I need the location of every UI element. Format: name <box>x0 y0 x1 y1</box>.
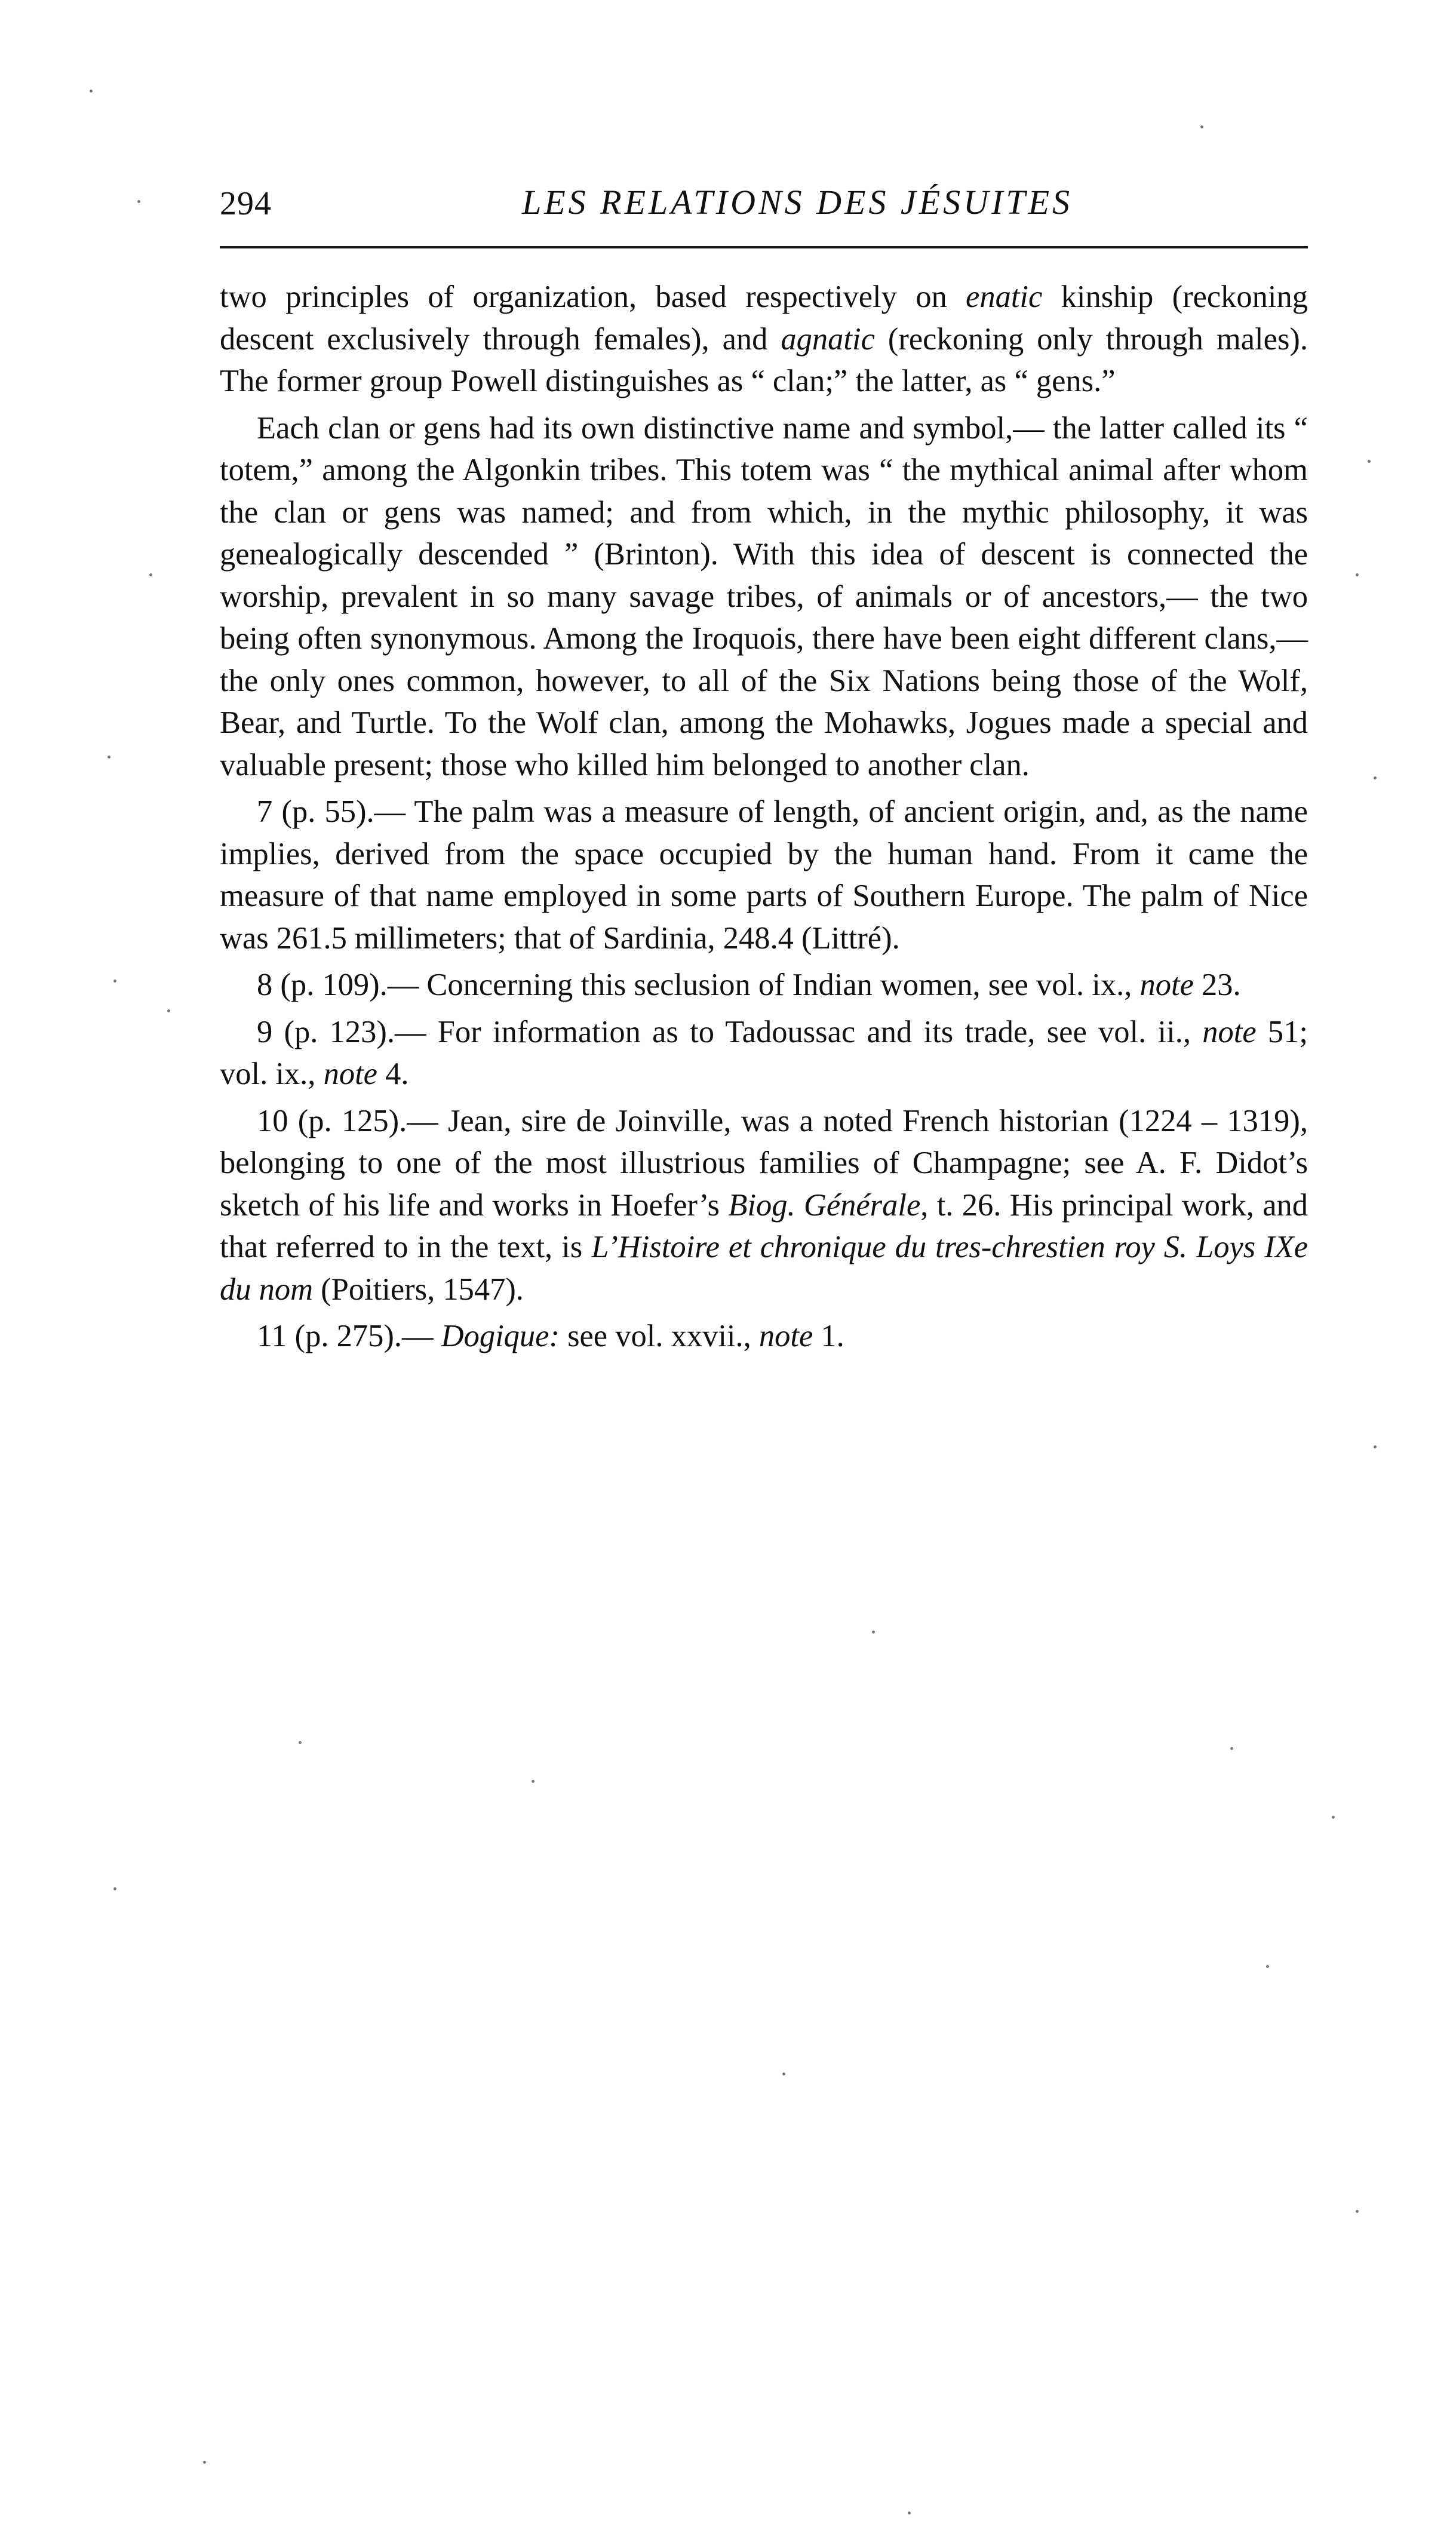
paragraph <box>220 1011 1308 1095</box>
text-run: 9 (p. 123).— For information as to Tadoussac and its trade, see vol. ii., <box>257 1014 1203 1049</box>
italic-text: Dogique: <box>441 1319 560 1353</box>
paragraph <box>220 1315 1308 1358</box>
text-run: kinship (reckoning descent exclusively through females), and <box>220 280 1308 357</box>
paragraph <box>220 407 1308 787</box>
text-run: see vol. xxvii., <box>559 1319 759 1353</box>
italic-text: note <box>1202 1014 1257 1049</box>
running-title: LES RELATIONS DES JÉSUITES <box>521 183 1073 222</box>
italic-text: note <box>758 1319 813 1353</box>
italic-text: note <box>1139 968 1194 1002</box>
header-rule <box>220 246 1308 248</box>
text-run: 51; vol. ix., <box>220 1014 1308 1091</box>
italic-text: enatic <box>966 280 1043 314</box>
text-run: (Poitiers, 1547). <box>313 1272 524 1307</box>
text-run: 4. <box>377 1057 409 1091</box>
text-run: 23. <box>1193 968 1241 1002</box>
text-run: 7 (p. 55).— The palm was a measure of length, of ancient origin, and, as the name implies, derived from the space occupied by the human hand. From it came the measure of that name employed in some parts of Southern Europe. The palm of Nice was 261.5 millimeters; that of Sardinia, 248.4 (Littré). <box>220 794 1308 956</box>
text-run: 1. <box>813 1319 844 1353</box>
text-run: 11 (p. 275).— <box>257 1319 441 1353</box>
italic-text: L’Histoire et chronique du tres-chrestien roy S. Loys IXe du nom <box>220 1230 1308 1307</box>
page-number: 294 <box>220 185 272 222</box>
italic-text: agnatic <box>781 321 875 357</box>
paragraph <box>220 964 1308 1006</box>
notes-text <box>220 276 1308 1362</box>
italic-text: note <box>323 1057 377 1091</box>
paragraph <box>220 791 1308 959</box>
text-run: (reckoning only through males). The former group Powell distinguishes as “ clan;” the latter, as “ gens.” <box>220 321 1308 398</box>
text-run: two principles of organization, based respectively on <box>220 280 966 314</box>
italic-text: Biog. Générale <box>728 1187 921 1223</box>
paragraph <box>220 1100 1308 1311</box>
page-header <box>215 182 1308 230</box>
text-run: , t. 26. His principal work, and that referred to in the text, is <box>220 1187 1308 1264</box>
paragraph-continued <box>220 276 1308 403</box>
text-run: 10 (p. 125).— Jean, sire de Joinville, was a noted French historian (1224 – 1319), belonging to one of the most illustrious families of Champagne; see A. F. Didot’s sketch of his life and works in Hoefer’s <box>220 1103 1308 1223</box>
text-run: Each clan or gens had its own distinctive name and symbol,— the latter called its “ totem,” among the Algonkin tribes. This totem was “ the mythical animal after whom the clan or gens was named; and from which, in the mythic philosophy, it was genealogically descended ” (Brinton). With this idea of descent is connected the worship, prevalent in so many savage tribes, of animals or of ancestors,— the two being often synonymous. Among the Iroquois, there have been eight different clans,— the only ones common, however, to all of the Six Nations being those of the Wolf, Bear, and Turtle. To the Wolf clan, among the Mohawks, Jogues made a special and valuable present; those who killed him belonged to another clan. <box>220 410 1308 782</box>
text-run: 8 (p. 109).— Concerning this seclusion of Indian women, see vol. ix., <box>257 968 1140 1002</box>
